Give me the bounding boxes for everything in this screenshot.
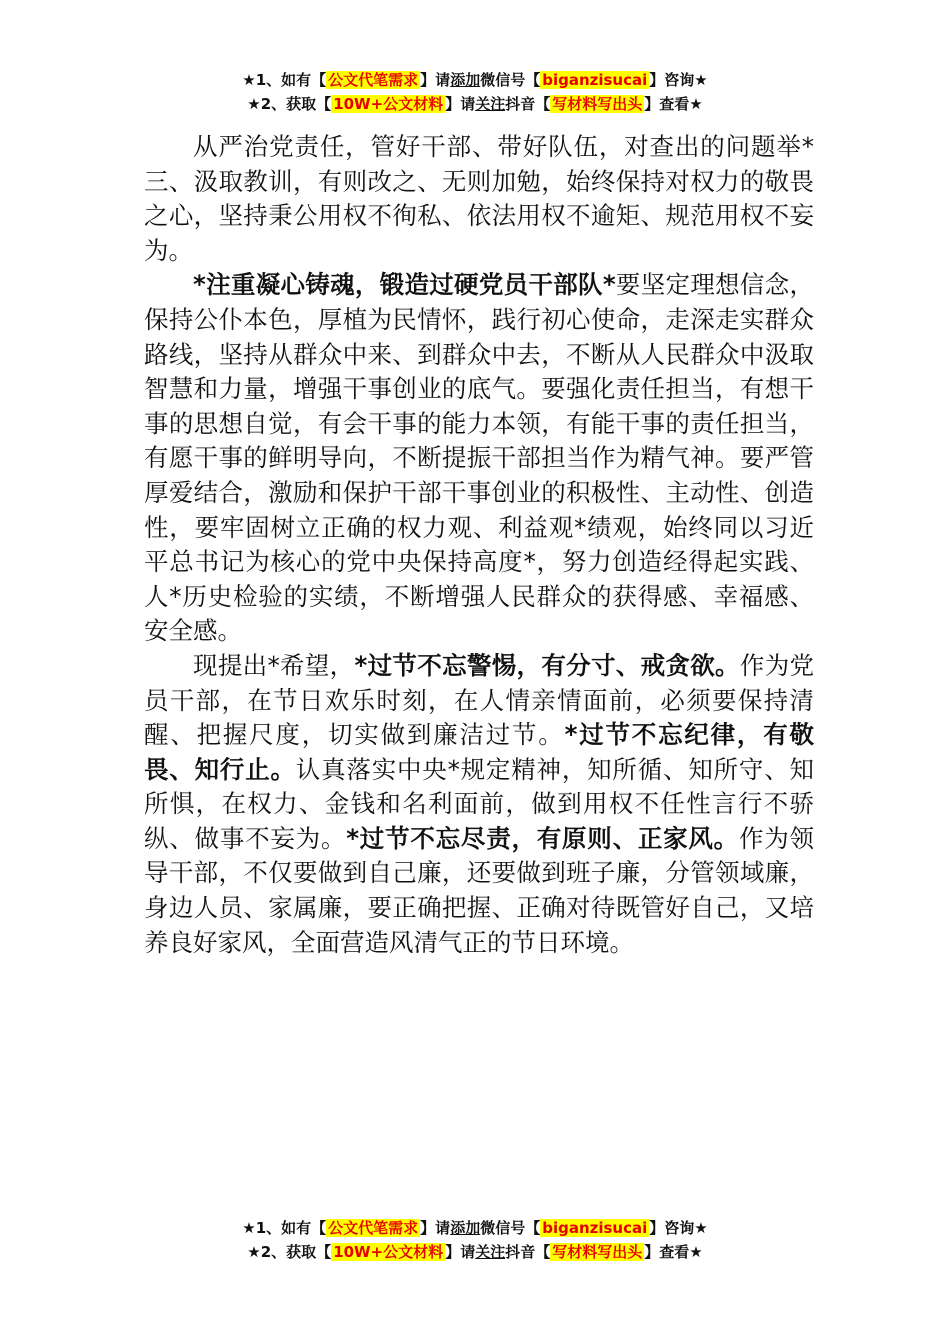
banner-underlined: 关注: [475, 1243, 506, 1261]
paragraph-bold: *过节不忘警惕，有分寸、戒贪欲。: [354, 650, 740, 680]
paragraph-bold: *过节不忘尽责，有原则、正家风。: [346, 823, 739, 853]
banner-highlight: 写材料写出头: [552, 1243, 643, 1261]
document-body: [144, 130, 814, 960]
paragraph-text: 现提出*希望，: [193, 650, 355, 680]
banner-highlight: 写材料写出头: [552, 95, 643, 113]
banner-text: 】请: [420, 1219, 451, 1237]
banner-text: 】请: [445, 1243, 476, 1261]
banner-text: 】咨询★: [649, 71, 708, 89]
paragraph-3: [144, 649, 814, 960]
banner-text: 微信号【: [480, 71, 541, 89]
banner-highlight: biganzisucai: [542, 1219, 648, 1237]
banner-line-2: [0, 1240, 950, 1264]
banner-text: 】咨询★: [649, 1219, 708, 1237]
banner-text: 】请: [420, 71, 451, 89]
banner-text: 微信号【: [480, 1219, 541, 1237]
banner-line-2: [0, 92, 950, 116]
paragraph-text: 认真落实中央*规定精神，知所循、知所守、知所惧，在权力、金钱和名利面前，做到用权不任性言行不骄纵、做事不妄为。: [144, 754, 815, 853]
banner-text: 】查看★: [644, 95, 703, 113]
header-banner: [0, 68, 950, 116]
banner-text: 】查看★: [644, 1243, 703, 1261]
paragraph-2: [144, 268, 814, 649]
paragraph-text: 要坚定理想信念，保持公仆本色，厚植为民情怀，践行初心使命，走深走实群众路线，坚持从群众中来、到群众中去，不断从人民群众中汲取智慧和力量，增强干事创业的底气。要强化责任担当，有想干事的思想自觉，有会干事的能力本领，有能干事的责任担当，有愿干事的鲜明导向，不断提振干部担当作为精气神。要严管厚爱结合，激励和保护干部干事创业的积极性、主动性、创造性，要牢固树立正确的权力观、利益观*绩观，始终同以习近平总书记为核心的党中央保持高度*，努力创造经得起实践、人*历史检验的实绩，不断增强人民群众的获得感、幸福感、安全感。: [144, 270, 814, 646]
paragraph-bold: *过节不忘纪律，有敬畏、知行止。: [144, 720, 815, 784]
paragraph-1: [144, 130, 814, 268]
banner-text: 】请: [445, 95, 476, 113]
banner-text: ★1、如有【: [242, 71, 327, 89]
banner-text: ★2、获取【: [247, 95, 332, 113]
paragraph-text: 作为党员干部，在节日欢乐时刻，在人情亲情面前，必须要保持清醒、把握尺度，切实做到廉洁过节。: [144, 650, 815, 750]
banner-line-1: [0, 1216, 950, 1240]
banner-text: 抖音【: [505, 1243, 551, 1261]
banner-underlined: 添加: [450, 1219, 481, 1237]
banner-text: ★1、如有【: [242, 1219, 327, 1237]
banner-text: 抖音【: [505, 95, 551, 113]
banner-line-1: [0, 68, 950, 92]
banner-highlight: 公文代笔需求: [328, 71, 419, 89]
banner-highlight: 10W+公文材料: [333, 95, 444, 113]
banner-highlight: biganzisucai: [542, 71, 648, 89]
banner-underlined: 关注: [475, 95, 506, 113]
footer-banner: [0, 1216, 950, 1264]
banner-highlight: 公文代笔需求: [328, 1219, 419, 1237]
banner-text: ★2、获取【: [247, 1243, 332, 1261]
banner-underlined: 添加: [450, 71, 481, 89]
paragraph-text: 作为领导干部，不仅要做到自己廉，还要做到班子廉，分管领域廉，身边人员、家属廉，要正确把握、正确对待既管好自己，又培养良好家风，全面营造风清气正的节日环境。: [144, 823, 815, 957]
paragraph-text: 从严治党责任，管好干部、带好队伍，对查出的问题举*三、汲取教训，有则改之、无则加勉，始终保持对权力的敬畏之心，坚持秉公用权不徇私、依法用权不逾矩、规范用权不妄为。: [144, 132, 814, 265]
paragraph-heading: *注重凝心铸魂，锻造过硬党员干部队*: [193, 270, 616, 300]
banner-highlight: 10W+公文材料: [333, 1243, 444, 1261]
